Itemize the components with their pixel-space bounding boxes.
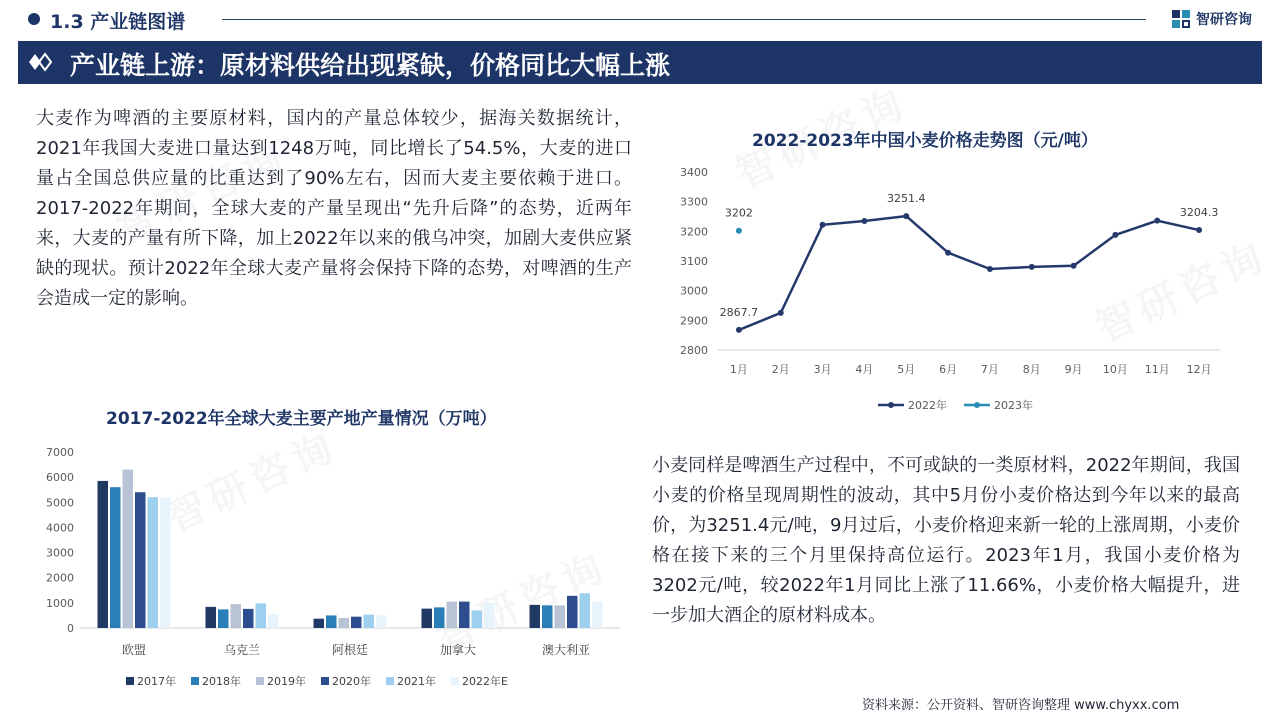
y-tick-label: 7000 — [46, 446, 74, 459]
x-tick-label: 乌克兰 — [223, 643, 261, 657]
x-tick-label: 9月 — [1064, 363, 1083, 376]
x-tick-label: 阿根廷 — [331, 643, 369, 657]
bar — [459, 602, 470, 628]
x-tick-label: 4月 — [855, 363, 874, 376]
data-point — [987, 266, 993, 272]
x-tick-label: 10月 — [1102, 363, 1128, 376]
y-tick-label: 0 — [67, 622, 74, 635]
legend-label: 2022年 — [908, 399, 947, 412]
y-tick-label: 3400 — [680, 166, 708, 179]
legend-marker — [974, 402, 980, 408]
x-tick-label: 11月 — [1144, 363, 1170, 376]
x-tick-label: 澳大利亚 — [541, 643, 591, 657]
data-point — [1071, 263, 1077, 269]
title-banner — [18, 41, 1262, 84]
bar — [472, 610, 483, 628]
y-tick-label: 3300 — [680, 195, 708, 209]
bar — [135, 492, 146, 628]
bar — [148, 497, 159, 628]
data-label: 3202 — [724, 206, 753, 220]
bar — [339, 618, 350, 628]
page-title: 产业链上游：原材料供给出现紧缺，价格同比大幅上涨 — [70, 51, 671, 80]
brand-logo-icon — [1170, 8, 1192, 30]
legend-label: 2019年 — [267, 675, 306, 688]
x-tick-label: 7月 — [980, 363, 999, 376]
data-label: 2867.7 — [719, 305, 759, 319]
bar — [160, 497, 171, 628]
x-tick-label: 3月 — [813, 363, 832, 376]
diamond-icon — [28, 52, 54, 72]
legend-swatch — [451, 677, 459, 685]
bar — [555, 605, 566, 628]
bar — [123, 470, 134, 628]
barley-paragraph: 大麦作为啤酒的主要原材料，国内的产量总体较少，据海关数据统计，2021年我国大麦进口量达到1248万吨，同比增长了54.5%，大麦的进口量占全国总供应量的比重达到了90%左右，因而大麦主要依赖于进口。2017-2022年期间，全球大麦的产量呈现出“先升后降”的态势，近两年来，大麦的产量有所下降，加上2022年以来的俄乌冲突，加剧大麦供应紧缺的现状。预计2022年全球大麦产量将会保持下降的态势，对啤酒的生产会造成一定的影响。 — [36, 108, 632, 309]
legend-swatch — [191, 677, 199, 685]
legend-label: 2017年 — [137, 675, 176, 688]
legend-swatch — [126, 677, 134, 685]
bar — [580, 593, 591, 628]
x-tick-label: 欧盟 — [121, 643, 147, 657]
y-tick-label: 4000 — [46, 521, 74, 535]
legend-marker — [888, 402, 894, 408]
bar — [268, 614, 279, 628]
legend-label: 2022年E — [462, 675, 508, 688]
legend-swatch — [256, 677, 264, 685]
y-tick-label: 6000 — [46, 471, 74, 485]
x-tick-label: 12月 — [1186, 363, 1212, 376]
y-tick-label: 2000 — [46, 571, 74, 585]
legend-label: 2018年 — [202, 675, 241, 688]
bar — [256, 603, 267, 628]
bar — [530, 605, 541, 628]
data-point — [1154, 218, 1160, 224]
legend-label: 2021年 — [397, 675, 436, 688]
bar — [542, 605, 553, 628]
wheat-price-chart — [650, 160, 1250, 420]
data-point — [736, 228, 742, 234]
bar — [592, 602, 603, 628]
data-label: 3251.4 — [887, 192, 926, 206]
section-label: 1.3 产业链图谱 — [50, 11, 186, 33]
bar — [484, 603, 495, 628]
brand-logo — [1170, 8, 1252, 30]
data-point — [1112, 232, 1118, 238]
legend-label: 2020年 — [332, 675, 371, 688]
data-label: 3204.3 — [1179, 206, 1219, 220]
y-tick-label: 3000 — [680, 284, 708, 298]
bar — [98, 481, 109, 628]
x-tick-label: 5月 — [897, 363, 916, 376]
top-header — [0, 0, 1280, 38]
legend-swatch — [321, 677, 329, 685]
y-tick-label: 3200 — [680, 225, 708, 239]
data-point — [778, 310, 784, 316]
y-tick-label: 5000 — [46, 496, 74, 510]
x-tick-label: 1月 — [729, 363, 748, 376]
x-tick-label: 加拿大 — [439, 643, 477, 657]
series-line-2022年 — [739, 216, 1199, 330]
data-point — [1029, 264, 1035, 270]
brand-name: 智研咨询 — [1196, 12, 1252, 28]
data-point — [736, 327, 742, 333]
bar — [567, 596, 578, 628]
data-point — [820, 222, 826, 228]
bar — [218, 609, 229, 628]
data-point — [903, 213, 909, 219]
bar — [206, 607, 217, 628]
bar — [364, 615, 375, 628]
y-tick-label: 3000 — [46, 546, 74, 560]
x-tick-label: 8月 — [1022, 363, 1041, 376]
bar — [447, 602, 458, 628]
bar — [243, 609, 254, 628]
data-point — [1196, 227, 1202, 233]
barley-production-chart — [20, 440, 630, 702]
y-tick-label: 2800 — [680, 344, 708, 357]
legend-label: 2023年 — [994, 399, 1033, 412]
y-tick-label: 3100 — [680, 255, 708, 268]
bar — [231, 604, 242, 628]
bar — [326, 615, 337, 628]
section-bullet-icon — [28, 13, 40, 25]
bar — [314, 619, 325, 628]
bar — [351, 617, 362, 628]
data-point — [945, 250, 951, 256]
bar — [110, 487, 121, 628]
wheat-chart-title: 2022-2023年中国小麦价格走势图（元/吨） — [752, 131, 1098, 151]
legend-swatch — [386, 677, 394, 685]
header-divider — [222, 19, 1146, 20]
y-tick-label: 2900 — [680, 314, 708, 328]
barley-chart-title: 2017-2022年全球大麦主要产地产量情况（万吨） — [106, 409, 497, 429]
y-tick-label: 1000 — [46, 596, 74, 610]
bar — [376, 615, 387, 628]
x-tick-label: 2月 — [771, 363, 790, 376]
bar — [422, 609, 433, 628]
source-note: 资料来源：公开资料、智研咨询整理 www.chyxx.com — [862, 698, 1180, 713]
wheat-paragraph: 小麦同样是啤酒生产过程中，不可或缺的一类原材料，2022年期间，我国小麦的价格呈现周期性的波动，其中5月份小麦价格达到今年以来的最高价，为3251.4元/吨，9月过后，小麦价格迎来新一轮的上涨周期，小麦价格在接下来的三个月里保持高位运行。2023年1月，我国小麦价格为3202元/吨，较2022年1月同比上涨了11.66%，小麦价格大幅提升，进一步加大酒企的原材料成本。 — [652, 455, 1240, 626]
bar — [434, 607, 445, 628]
data-point — [861, 218, 867, 224]
x-tick-label: 6月 — [939, 363, 958, 376]
